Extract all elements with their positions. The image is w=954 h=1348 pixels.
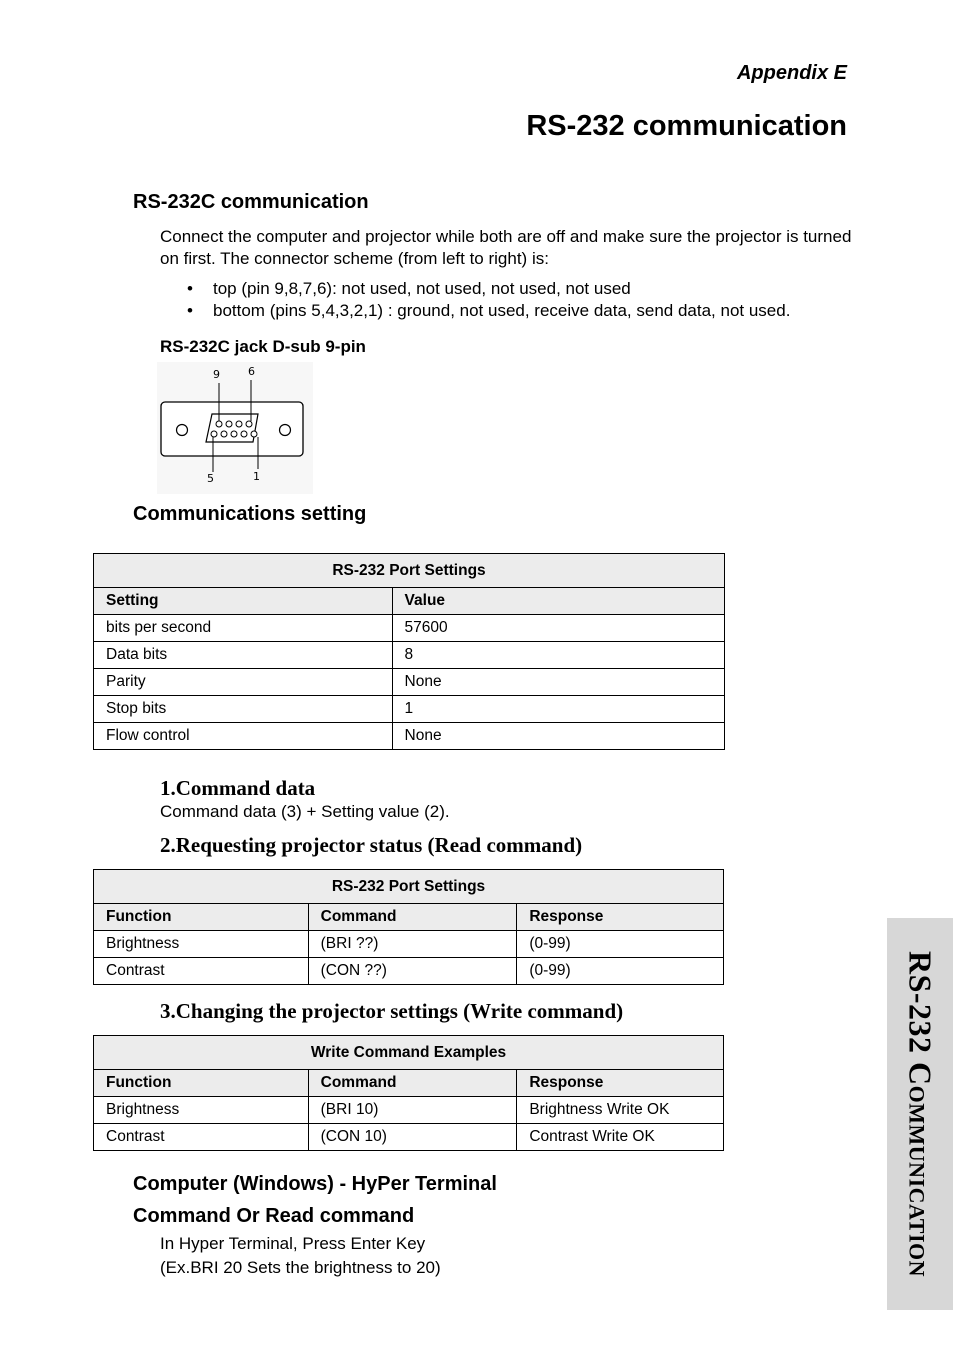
pin-1 [251, 431, 257, 437]
pin-label-6: 6 [248, 365, 255, 378]
table-cell: Brightness Write OK [517, 1097, 724, 1124]
port-settings-table [93, 553, 725, 750]
connector-shell [161, 402, 303, 456]
pin-3 [231, 431, 237, 437]
pin-label-5: 5 [207, 472, 214, 485]
table-cell: 57600 [392, 615, 724, 642]
table-row [94, 1097, 724, 1124]
table-row [94, 669, 725, 696]
table-row [94, 723, 725, 750]
pin-list-item-top: • top (pin 9,8,7,6): not used, not used, not used, not used [187, 278, 867, 300]
pin-label-9: 9 [213, 368, 220, 381]
pin-label-1: 1 [253, 470, 260, 483]
pin-9 [216, 421, 222, 427]
table-cell: (CON ??) [308, 958, 517, 985]
intro-paragraph: Connect the computer and projector while both are off and make sure the projector is turned on first. The connector scheme (from left to right) is: [160, 227, 852, 268]
column-header: Response [517, 904, 724, 931]
hyper-terminal-heading: Computer (Windows) - HyPer Terminal [133, 1173, 497, 1195]
table-row [94, 696, 725, 723]
table-row [94, 615, 725, 642]
column-header: Command [308, 1070, 517, 1097]
column-header: Function [94, 1070, 309, 1097]
pin-6 [246, 421, 252, 427]
table-cell: (0-99) [517, 931, 724, 958]
table-cell: bits per second [94, 615, 393, 642]
table-cell: (BRI ??) [308, 931, 517, 958]
table-cell: (0-99) [517, 958, 724, 985]
table-cell: 1 [392, 696, 724, 723]
table-cell: None [392, 669, 724, 696]
table-cell: Brightness [94, 931, 309, 958]
table-row [94, 642, 725, 669]
table-cell: Data bits [94, 642, 393, 669]
appendix-label: Appendix E [736, 62, 847, 84]
column-header: Command [308, 904, 517, 931]
pin-2 [241, 431, 247, 437]
hyper-terminal-subheading: Command Or Read command [133, 1205, 415, 1227]
table-cell: None [392, 723, 724, 750]
read-command-heading: 2.Requesting projector status (Read command) [160, 833, 583, 857]
chapter-side-tab [887, 918, 953, 1310]
section-heading-comm-setting: Communications setting [133, 503, 367, 525]
command-data-heading: 1.Command data [160, 776, 316, 800]
table-cell: Flow control [94, 723, 393, 750]
write-command-heading: 3.Changing the projector settings (Write command) [160, 999, 624, 1023]
section-heading-rs232c: RS-232C communication [133, 191, 369, 213]
read-command-table [93, 869, 724, 985]
column-header: Value [392, 588, 724, 615]
pin-list-item-bottom: • bottom (pins 5,4,3,2,1) : ground, not used, receive data, send data, not used. [187, 300, 867, 322]
write-command-table [93, 1035, 724, 1151]
dsub9-connector-diagram [157, 362, 313, 494]
table-caption: RS-232 Port Settings [94, 870, 724, 904]
column-header: Response [517, 1070, 724, 1097]
chapter-side-tab-label: RS-232 Communication [902, 950, 939, 1278]
table-cell: Brightness [94, 1097, 309, 1124]
table-cell: Stop bits [94, 696, 393, 723]
table-cell: (CON 10) [308, 1124, 517, 1151]
column-header: Setting [94, 588, 393, 615]
table-cell: Contrast [94, 958, 309, 985]
table-cell: Parity [94, 669, 393, 696]
table-caption: RS-232 Port Settings [94, 554, 725, 588]
table-caption: Write Command Examples [94, 1036, 724, 1070]
pin-4 [221, 431, 227, 437]
pin-list [187, 278, 867, 322]
table-cell: (BRI 10) [308, 1097, 517, 1124]
table-cell: 8 [392, 642, 724, 669]
command-data-text: Command data (3) + Setting value (2). [160, 802, 450, 821]
hyper-terminal-line-2: (Ex.BRI 20 Sets the brightness to 20) [160, 1258, 441, 1277]
jack-label: RS-232C jack D-sub 9-pin [160, 337, 366, 356]
table-cell: Contrast [94, 1124, 309, 1151]
table-row [94, 931, 724, 958]
pin-7 [236, 421, 242, 427]
hyper-terminal-line-1: In Hyper Terminal, Press Enter Key [160, 1234, 426, 1253]
table-row [94, 1124, 724, 1151]
page-title: RS-232 communication [526, 110, 847, 142]
column-header: Function [94, 904, 309, 931]
pin-5 [211, 431, 217, 437]
pin-8 [226, 421, 232, 427]
table-row [94, 958, 724, 985]
table-cell: Contrast Write OK [517, 1124, 724, 1151]
